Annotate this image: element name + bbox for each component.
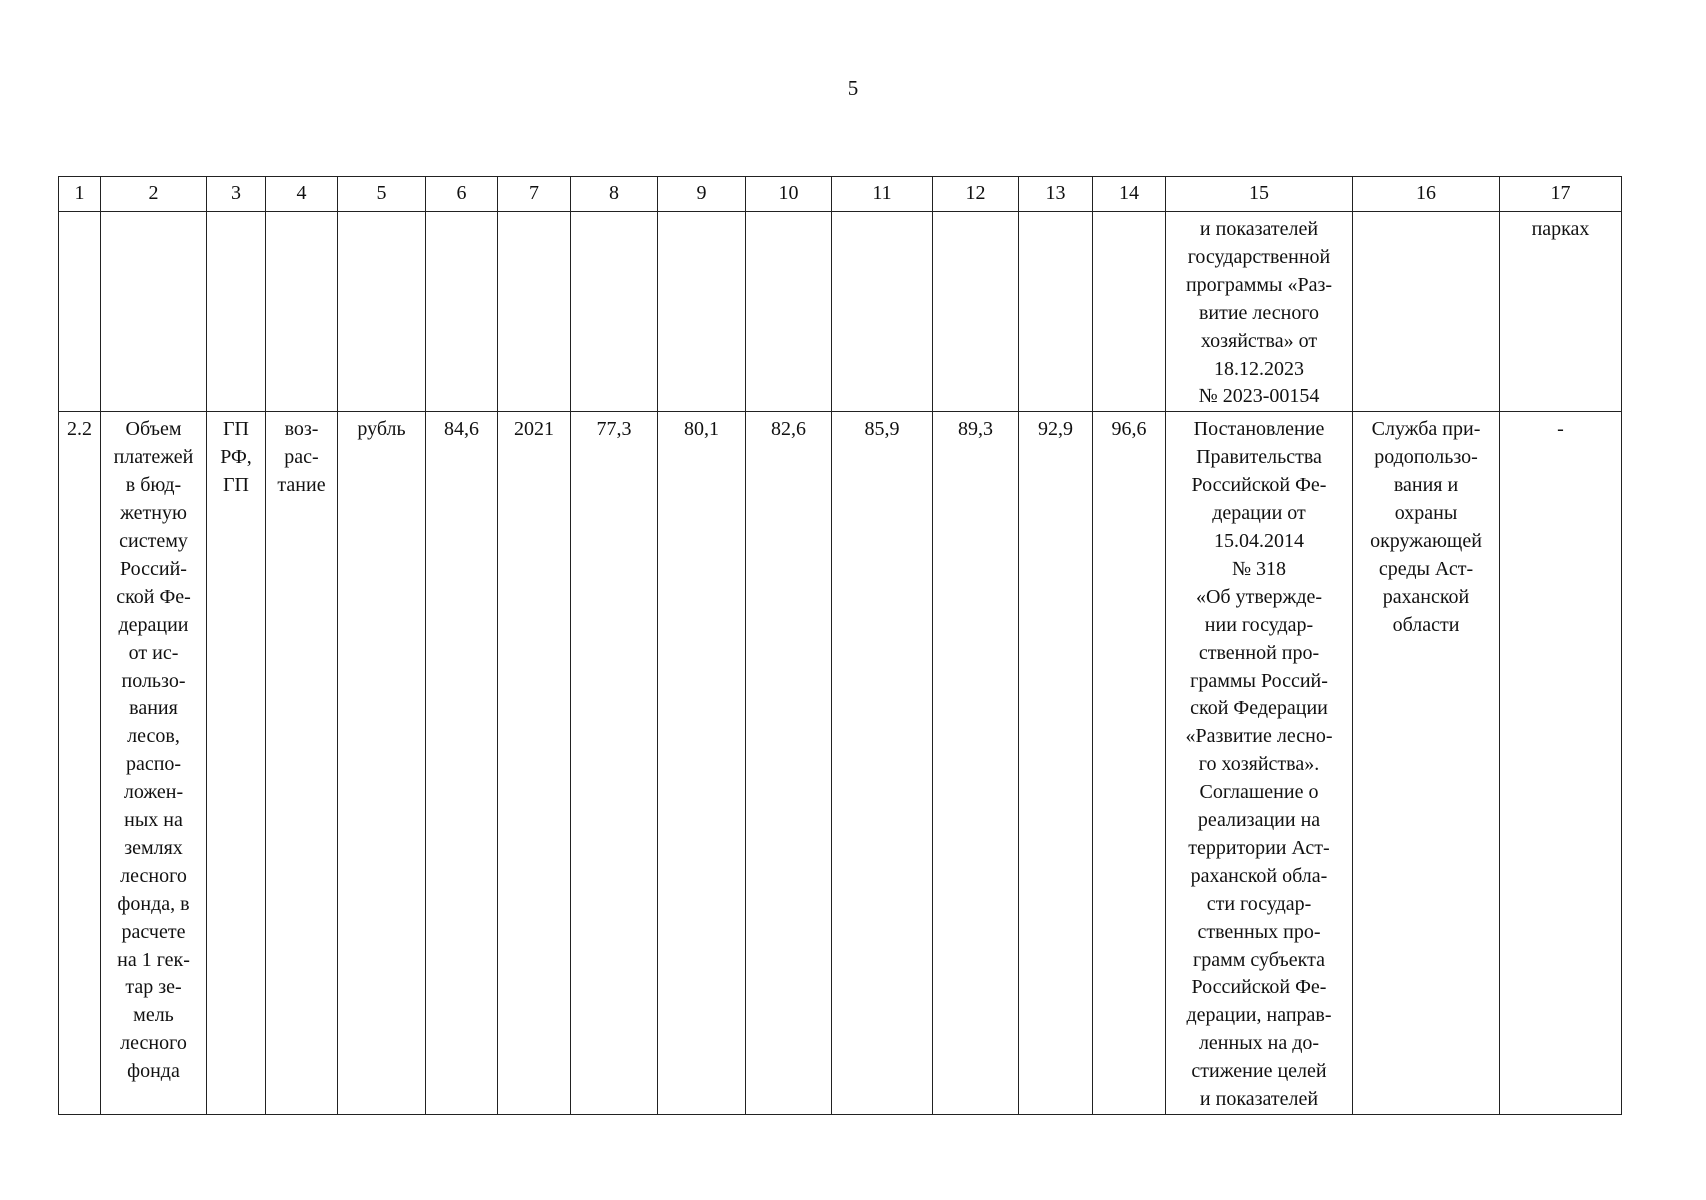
header-cell: 15 <box>1166 177 1353 212</box>
value-cell: 82,6 <box>746 412 832 1115</box>
trend-cell: воз- рас- тание <box>266 412 338 1115</box>
header-cell: 10 <box>746 177 832 212</box>
header-row <box>59 177 1622 212</box>
table-row <box>59 412 1622 1115</box>
table-cell <box>101 212 207 412</box>
header-cell: 3 <box>207 177 266 212</box>
table-cell <box>266 212 338 412</box>
level-cell: ГП РФ, ГП <box>207 412 266 1115</box>
value-cell: 89,3 <box>933 412 1019 1115</box>
legal-basis-cell: Постановление Правительства Российской Фе- дерации от 15.04.2014 № 318 «Об утвержде- нии государ- ственной про- граммы Россий- ской Федерации «Развитие лесно- го хозяйства». Соглашение о реализации на территории Аст- раханской обла- сти государ- ственных про- грамм субъекта Российской Фе- дерации, направ- ленных на до- стижение целей и показателей <box>1166 412 1353 1115</box>
value-cell: 92,9 <box>1019 412 1093 1115</box>
table-cell <box>426 212 498 412</box>
table-cell <box>832 212 933 412</box>
header-cell: 12 <box>933 177 1019 212</box>
header-cell: 8 <box>571 177 658 212</box>
value-cell: 80,1 <box>658 412 746 1115</box>
table-cell <box>933 212 1019 412</box>
base-year-cell: 2021 <box>498 412 571 1115</box>
table-cell <box>1019 212 1093 412</box>
value-cell: 85,9 <box>832 412 933 1115</box>
header-cell: 9 <box>658 177 746 212</box>
value-cell: 77,3 <box>571 412 658 1115</box>
note-cell: - <box>1500 412 1622 1115</box>
header-cell: 17 <box>1500 177 1622 212</box>
responsible-cell: Служба при- родопользо- вания и охраны окружающей среды Аст- раханской области <box>1353 412 1500 1115</box>
value-cell: 96,6 <box>1093 412 1166 1115</box>
header-cell: 1 <box>59 177 101 212</box>
table-cell <box>658 212 746 412</box>
base-value-cell: 84,6 <box>426 412 498 1115</box>
table-cell <box>1353 212 1500 412</box>
table-cell <box>571 212 658 412</box>
header-cell: 2 <box>101 177 207 212</box>
page-number: 5 <box>847 76 859 100</box>
table-cell <box>746 212 832 412</box>
table-cell <box>59 212 101 412</box>
header-cell: 7 <box>498 177 571 212</box>
header-cell: 4 <box>266 177 338 212</box>
table-cell <box>338 212 426 412</box>
legal-basis-cell: и показателей государственной программы «Раз- витие лесного хозяйства» от 18.12.2023 № 2023-00154 <box>1166 212 1353 412</box>
table-cell <box>1093 212 1166 412</box>
note-cell: парках <box>1500 212 1622 412</box>
header-cell: 11 <box>832 177 933 212</box>
header-cell: 16 <box>1353 177 1500 212</box>
indicator-name-cell: Объем платежей в бюд- жетную систему Россий- ской Фе- дерации от ис- пользо- вания лесов, распо- ложен- ных на землях лесного фонда, в расчете на 1 гек- тар зе- мель лесного фонда <box>101 412 207 1115</box>
table-cell <box>498 212 571 412</box>
header-cell: 5 <box>338 177 426 212</box>
row-number-cell: 2.2 <box>59 412 101 1115</box>
indicators-table <box>58 176 1622 1115</box>
unit-cell: рубль <box>338 412 426 1115</box>
table-cell <box>207 212 266 412</box>
header-cell: 6 <box>426 177 498 212</box>
continuation-row <box>59 212 1622 412</box>
header-cell: 13 <box>1019 177 1093 212</box>
header-cell: 14 <box>1093 177 1166 212</box>
